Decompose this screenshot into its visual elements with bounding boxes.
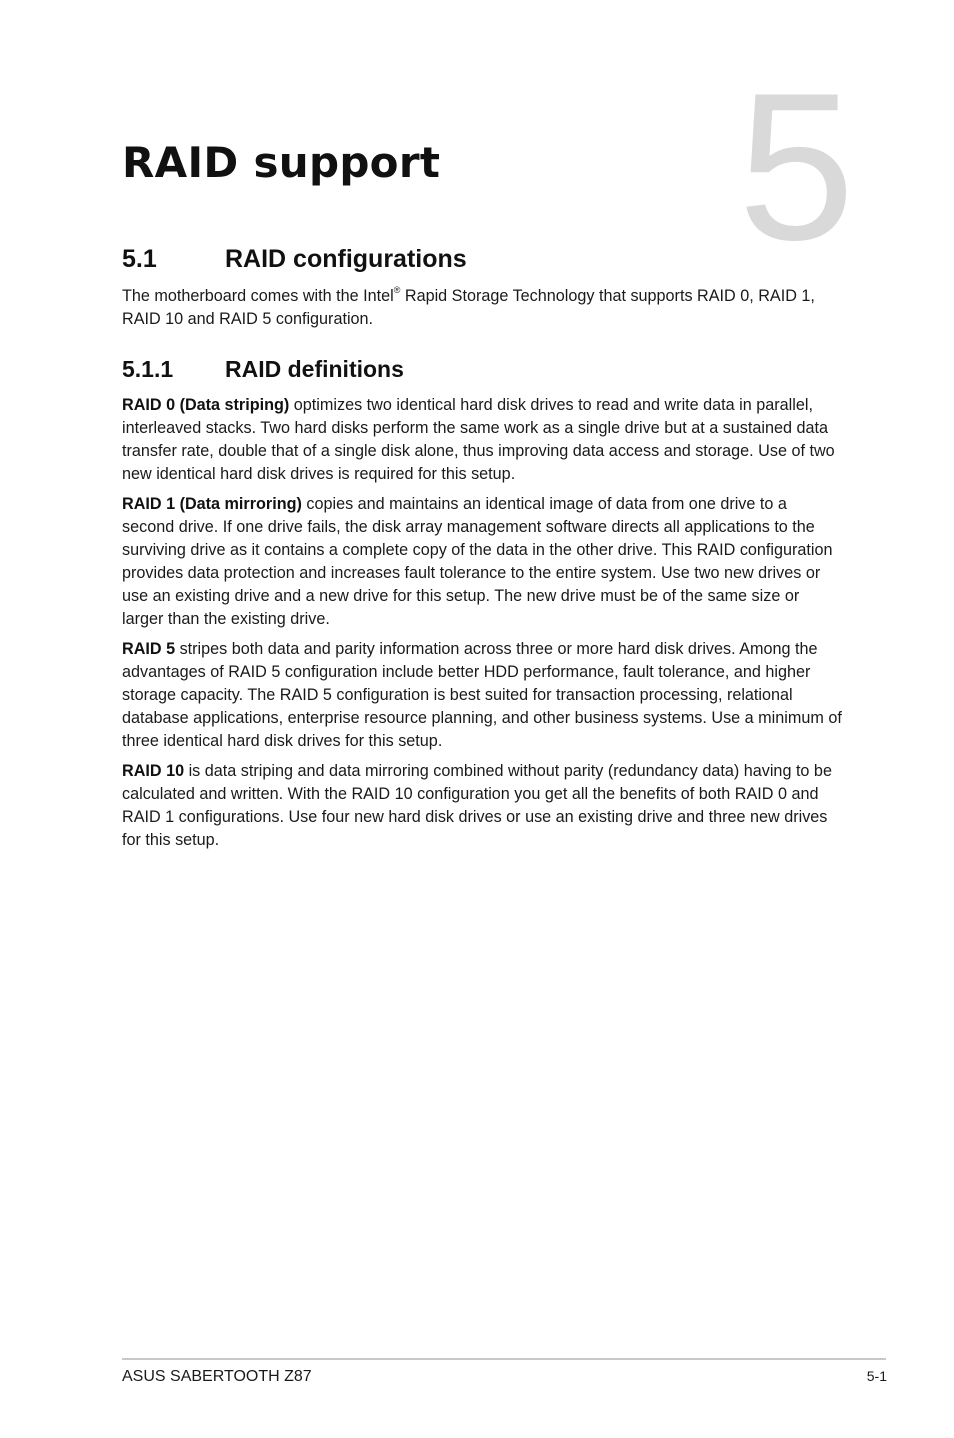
subsection-title: RAID definitions [225,356,404,383]
footer-divider [122,1358,886,1360]
intro-text-end: Rapid Storage Technology that supports RAID 0, RAID 1, RAID 10 and RAID 5 configuration. [122,287,815,329]
registered-mark: ® [393,284,401,295]
section-number: 5.1 [122,245,157,273]
subsection-number: 5.1.1 [122,356,174,383]
footer-product-name: ASUS SABERTOOTH Z87 [122,1368,312,1385]
definition-raid5 [122,638,842,753]
chapter-title: RAID support [122,138,441,187]
definition-text: optimizes two identical hard disk drives to read and write data in parallel, interleaved stacks. Two hard disks perform the same work as a single drive but at a sustained data transfer rate, double that of a single disk alone, thus improving data access and storage. Use of two new identical hard disk drives is required for this setup. [122,396,835,483]
definition-text: stripes both data and parity information across three or more hard disk drives. Among the advantages of RAID 5 configuration include better HDD performance, fault tolerance, and higher storage capacity. The RAID 5 configuration is best suited for transaction processing, relational database applications, enterprise resource planning, and other business systems. Use a minimum of three identical hard disk drives for this setup. [122,640,842,750]
definition-text: copies and maintains an identical image of data from one drive to a second drive. If one drive fails, the disk array management software directs all applications to the surviving drive as it contains a complete copy of the data in the other drive. This RAID configuration provides data protection and increases fault tolerance to the entire system. Use two new drives or use an existing drive and a new drive for this setup. The new drive must be of the same size or larger than the existing drive. [122,495,833,628]
subsection-heading [122,355,842,384]
definition-raid10 [122,760,842,852]
section-heading [122,244,842,275]
definition-raid0 [122,394,842,486]
page-content [122,244,842,859]
definition-term: RAID 0 (Data striping) [122,396,290,414]
footer-page-number: 5-1 [866,1368,887,1384]
intro-text-start: The motherboard comes with the Intel [122,287,394,306]
section-title: RAID configurations [225,245,467,273]
definition-term: RAID 10 [122,762,185,780]
definition-text: is data striping and data mirroring combined without parity (redundancy data) having to be calculated and written. With the RAID 10 configuration you get all the benefits of both RAID 0 and RAID 1 configurations. Use four new hard disk drives or use an existing drive and three new drives for this setup. [122,762,832,849]
section-intro [122,285,842,331]
definition-raid1 [122,493,842,631]
definition-term: RAID 5 [122,640,176,658]
definition-term: RAID 1 (Data mirroring) [122,495,302,513]
chapter-number: 5 [738,49,855,284]
